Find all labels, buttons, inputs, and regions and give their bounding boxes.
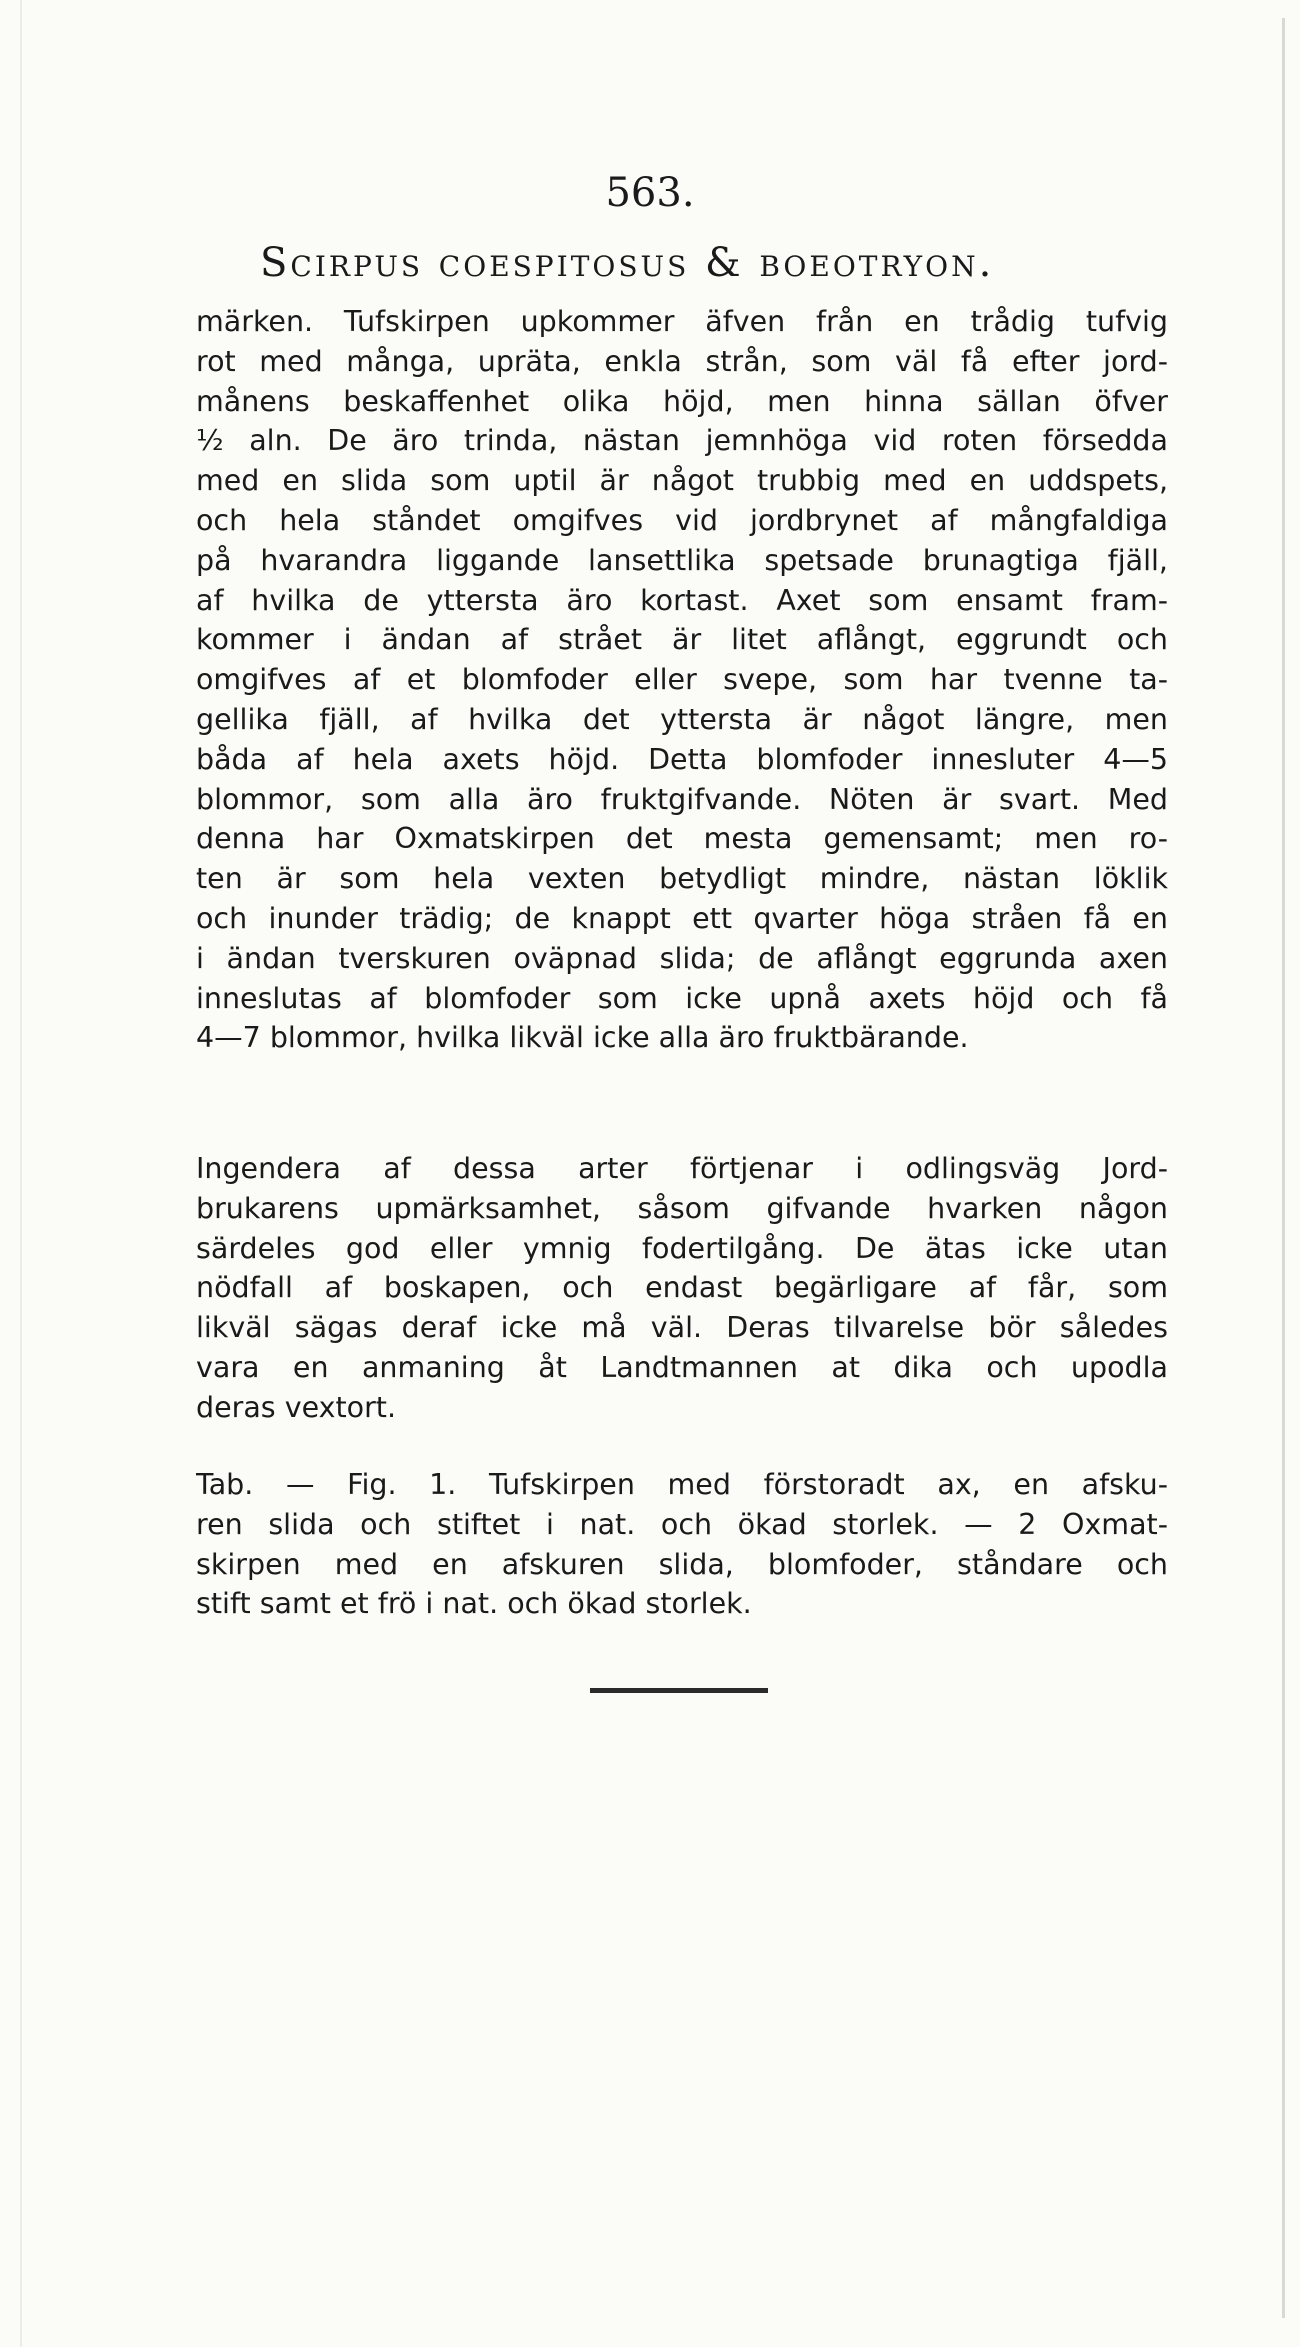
page-edge-left <box>20 0 22 2347</box>
text-line: 4—7 blommor, hvilka likväl icke alla äro fruktbärande. <box>196 1021 969 1055</box>
text-line: stift samt et frö i nat. och ökad storlek. <box>196 1587 752 1621</box>
text-line: med en slida som uptil är något trubbig med en uddspets, <box>196 464 1168 498</box>
species-heading: Scirpus coespitosus & boeotryon. <box>260 240 995 286</box>
text-line: brukarens upmärksamhet, såsom gifvande hvarken någon <box>196 1191 1168 1225</box>
text-line: ten är som hela vexten betydligt mindre, nästan löklik <box>196 862 1168 896</box>
text-line: på hvarandra liggande lansettlika spetsade brunagtiga fjäll, <box>196 543 1168 577</box>
text-line: märken. Tufskirpen upkommer äfven från en trådig tufvig <box>196 305 1168 338</box>
text-line: båda af hela axets höjd. Detta blomfoder innesluter 4—5 <box>196 742 1168 776</box>
text-line: Ingendera af dessa arter förtjenar i odlingsväg Jord- <box>196 1152 1168 1185</box>
text-line: ½ aln. De äro trinda, nästan jemnhöga vid roten försedda <box>196 424 1168 458</box>
page-number: 563. <box>605 170 695 216</box>
text-line: af hvilka de yttersta äro kortast. Axet som ensamt fram- <box>196 583 1168 617</box>
text-line: och inunder trädig; de knappt ett qvarter höga stråen få en <box>196 901 1168 935</box>
text-line: omgifves af et blomfoder eller svepe, som har tvenne ta- <box>196 663 1168 697</box>
end-ornament-rule <box>590 1688 768 1693</box>
text-line: inneslutas af blomfoder som icke upnå axets höjd och få <box>196 981 1168 1015</box>
text-line: nödfall af boskapen, och endast begärligare af får, som <box>196 1271 1168 1305</box>
text-line: månens beskaffenhet olika höjd, men hinna sällan öfver <box>196 384 1168 418</box>
text-line: och hela ståndet omgifves vid jordbrynet af mångfaldiga <box>196 503 1168 537</box>
text-line: rot med många, upräta, enkla strån, som väl få efter jord- <box>196 344 1168 378</box>
text-line: kommer i ändan af strået är litet aflångt, eggrundt och <box>196 623 1168 657</box>
text-line: deras vextort. <box>196 1390 397 1424</box>
text-line: denna har Oxmatskirpen det mesta gemensamt; men ro- <box>196 822 1168 856</box>
text-line: vara en anmaning åt Landtmannen at dika och upodla <box>196 1350 1168 1384</box>
text-line: likväl sägas deraf icke må väl. Deras tilvarelse bör således <box>196 1311 1168 1345</box>
description-paragraph <box>196 302 1168 1058</box>
text-line: särdeles god eller ymnig fodertilgång. De ätas icke utan <box>196 1231 1168 1265</box>
text-line: gellika fjäll, af hvilka det yttersta är något längre, men <box>196 702 1168 736</box>
text-line: Tab. — Fig. 1. Tufskirpen med förstoradt ax, en afsku- <box>196 1468 1168 1501</box>
usefulness-paragraph <box>196 1149 1168 1428</box>
plate-caption <box>196 1465 1168 1624</box>
text-line: skirpen med en afskuren slida, blomfoder, ståndare och <box>196 1547 1168 1581</box>
text-line: blommor, som alla äro fruktgifvande. Nöten är svart. Med <box>196 782 1168 816</box>
text-line: ren slida och stiftet i nat. och ökad storlek. — 2 Oxmat- <box>196 1507 1168 1541</box>
text-line: i ändan tverskuren oväpnad slida; de aflångt eggrunda axen <box>196 941 1168 975</box>
page-edge-right <box>1282 18 1285 2318</box>
